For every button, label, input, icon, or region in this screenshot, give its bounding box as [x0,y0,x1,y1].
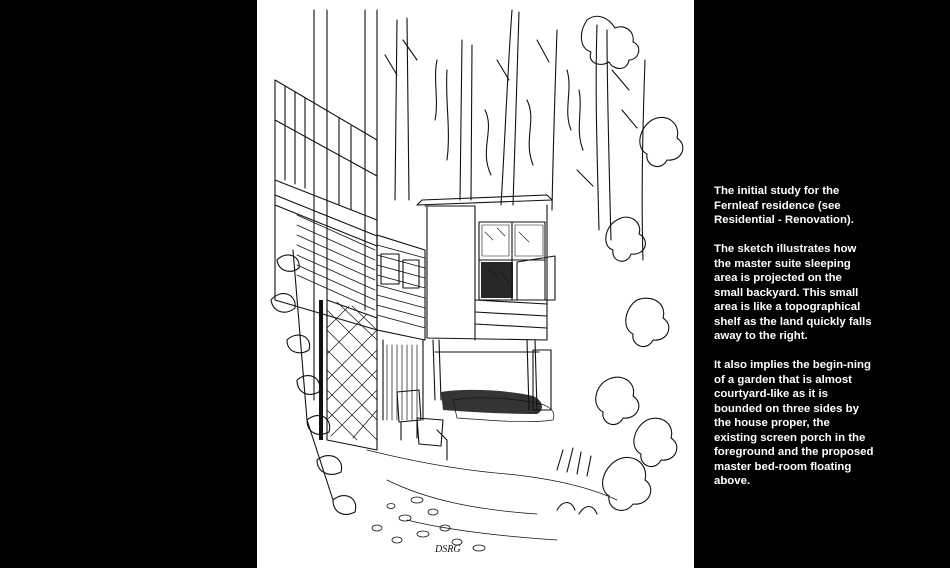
artist-signature: DSRG [435,544,461,555]
sketch-image [257,0,694,568]
caption-paragraph-2: The sketch illustrates how the master suite sleeping area is projected on the small backyard. This small area is like a topographical shelf as the land quickly falls away to the right. [714,243,872,342]
caption-paragraph-3: It also implies the begin-ning of a garden that is almost courtyard-like as it is bounded on three sides by the house proper, the existing screen porch in the foreground and the proposed master bed-room floating above. [714,359,874,487]
pen-sketch-drawing [257,0,694,568]
caption-text [714,184,874,489]
caption-paragraph-1: The initial study for the Fernleaf residence (see Residential - Renovation). [714,185,854,226]
